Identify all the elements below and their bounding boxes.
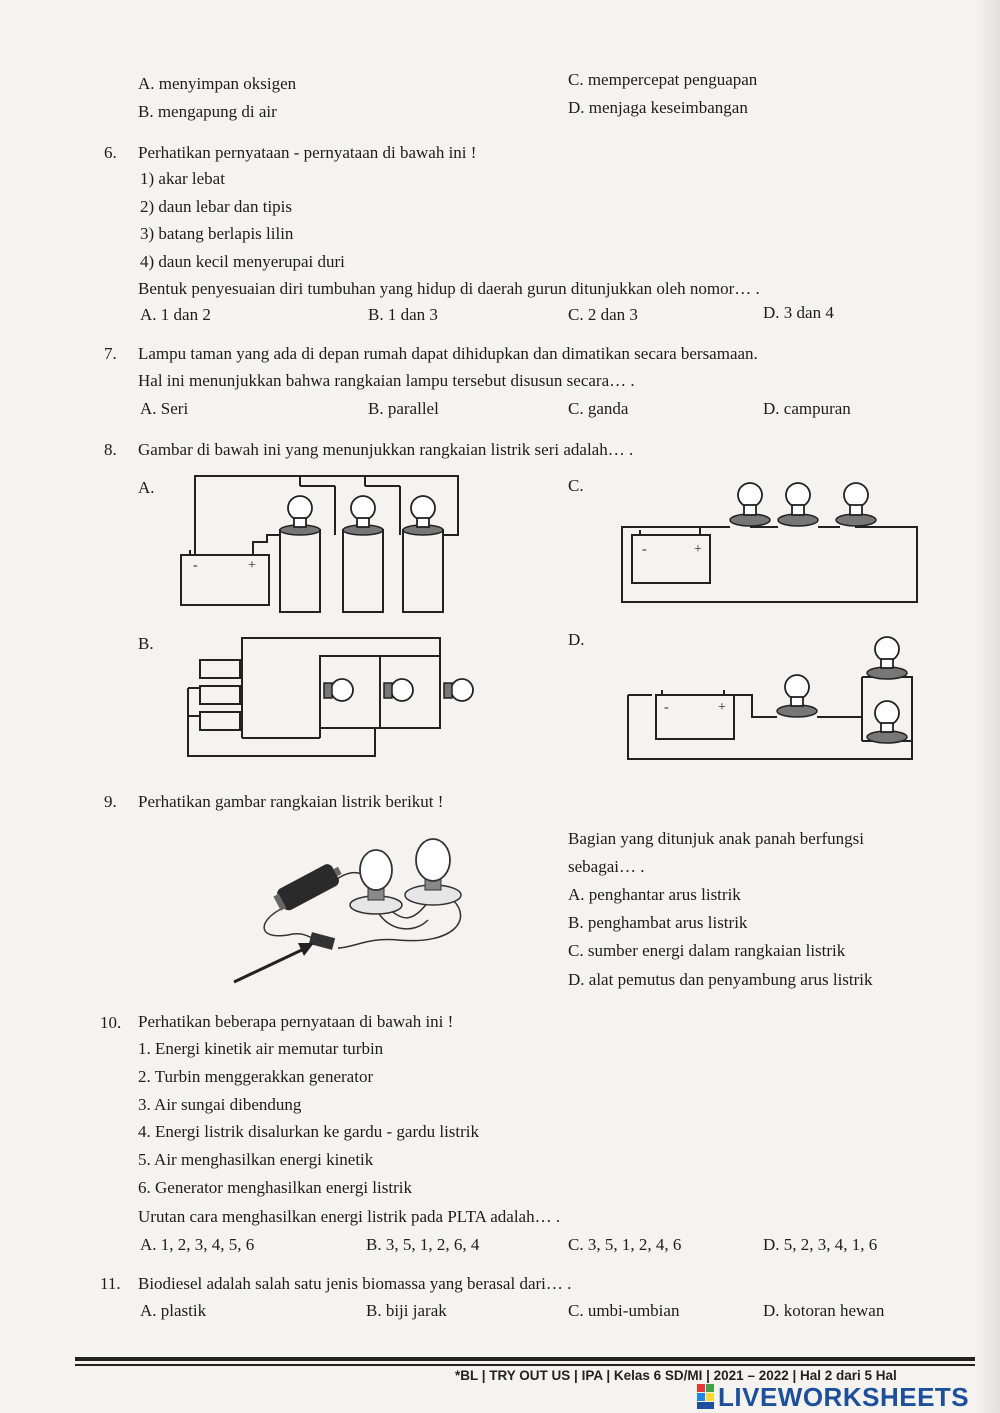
q10-option-d[interactable]: D. 5, 2, 3, 4, 1, 6: [763, 1235, 878, 1254]
footer-text: *BL | TRY OUT US | IPA | Kelas 6 SD/MI | 2021 – 2022 | Hal 2 dari 5 Hal: [455, 1368, 897, 1383]
footer-rule-thick: [75, 1357, 975, 1361]
liveworksheets-logo-icon: [697, 1384, 715, 1410]
q8-question: Gambar di bawah ini yang menunjukkan rangkaian listrik seri adalah… .: [138, 440, 634, 459]
q10-question: Perhatikan beberapa pernyataan di bawah ini !: [138, 1012, 454, 1031]
q8-label-d[interactable]: D.: [568, 630, 585, 649]
q8-number: 8.: [104, 440, 117, 459]
q10-number: 10.: [100, 1013, 122, 1032]
q6-option-d[interactable]: D. 3 dan 4: [763, 303, 834, 322]
q6-item-4: 4) daun kecil menyerupai duri: [140, 252, 345, 271]
q5-option-a: A. menyimpan oksigen: [138, 74, 297, 93]
circuit-d-minus: -: [664, 700, 669, 715]
q7-option-c[interactable]: C. ganda: [568, 399, 629, 418]
q7-option-d[interactable]: D. campuran: [763, 399, 851, 418]
q11-option-a[interactable]: A. plastik: [140, 1301, 207, 1320]
q11-option-b[interactable]: B. biji jarak: [366, 1301, 447, 1320]
q9-option-d[interactable]: D. alat pemutus dan penyambung arus listrik: [568, 970, 873, 989]
q7-line-1: Lampu taman yang ada di depan rumah dapat dihidupkan dan dimatikan secara bersamaan.: [138, 344, 758, 363]
circuit-c-diagram: [610, 475, 930, 610]
q7-option-b[interactable]: B. parallel: [368, 399, 439, 418]
q5-option-c: C. mempercepat penguapan: [568, 70, 758, 89]
q6-option-c[interactable]: C. 2 dan 3: [568, 305, 638, 324]
q6-option-b[interactable]: B. 1 dan 3: [368, 305, 438, 324]
q9-circuit-illustration: [228, 830, 478, 990]
q5-option-b: B. mengapung di air: [138, 102, 277, 121]
q10-item-2: 2. Turbin menggerakkan generator: [138, 1067, 374, 1086]
q9-question: Perhatikan gambar rangkaian listrik berikut !: [138, 792, 444, 811]
circuit-d-plus: +: [718, 700, 726, 715]
q10-option-c[interactable]: C. 3, 5, 1, 2, 4, 6: [568, 1235, 682, 1254]
q6-prompt: Bentuk penyesuaian diri tumbuhan yang hidup di daerah gurun ditunjukkan oleh nomor… .: [138, 279, 760, 298]
q9-option-b[interactable]: B. penghambat arus listrik: [568, 913, 748, 932]
circuit-a-plus: +: [248, 558, 256, 573]
q6-item-1: 1) akar lebat: [140, 169, 225, 188]
circuit-d-diagram: [622, 635, 922, 765]
circuit-b-diagram: [180, 628, 480, 763]
circuit-a-minus: -: [193, 558, 198, 573]
q10-item-5: 5. Air menghasilkan energi kinetik: [138, 1150, 374, 1169]
watermark-liveworksheets: LIVEWORKSHEETS: [718, 1382, 970, 1412]
q8-label-b[interactable]: B.: [138, 634, 154, 653]
q6-question: Perhatikan pernyataan - pernyataan di bawah ini !: [138, 143, 477, 162]
q9-number: 9.: [104, 792, 117, 811]
q6-option-a[interactable]: A. 1 dan 2: [140, 305, 211, 324]
q10-prompt: Urutan cara menghasilkan energi listrik pada PLTA adalah… .: [138, 1207, 561, 1226]
q9-prompt-line-1: Bagian yang ditunjuk anak panah berfungsi: [568, 829, 865, 848]
q9-prompt-line-2: sebagai… .: [568, 857, 645, 876]
q9-option-a[interactable]: A. penghantar arus listrik: [568, 885, 741, 904]
page-edge-shadow: [975, 0, 1000, 1413]
q6-item-3: 3) batang berlapis lilin: [140, 224, 294, 243]
q7-option-a[interactable]: A. Seri: [140, 399, 189, 418]
circuit-c-minus: -: [642, 542, 647, 557]
q11-option-c[interactable]: C. umbi-umbian: [568, 1301, 680, 1320]
circuit-a-diagram: [175, 470, 465, 615]
q7-line-2: Hal ini menunjukkan bahwa rangkaian lampu tersebut disusun secara… .: [138, 371, 635, 390]
q10-option-b[interactable]: B. 3, 5, 1, 2, 6, 4: [366, 1235, 480, 1254]
q10-item-3: 3. Air sungai dibendung: [138, 1095, 302, 1114]
q9-option-c[interactable]: C. sumber energi dalam rangkaian listrik: [568, 941, 846, 960]
q10-option-a[interactable]: A. 1, 2, 3, 4, 5, 6: [140, 1235, 255, 1254]
q10-item-4: 4. Energi listrik disalurkan ke gardu - gardu listrik: [138, 1122, 480, 1141]
q6-item-2: 2) daun lebar dan tipis: [140, 197, 293, 216]
q7-number: 7.: [104, 344, 117, 363]
q10-item-1: 1. Energi kinetik air memutar turbin: [138, 1039, 384, 1058]
q8-label-c[interactable]: C.: [568, 476, 584, 495]
q5-option-d: D. menjaga keseimbangan: [568, 98, 748, 117]
q6-number: 6.: [104, 143, 117, 162]
q11-number: 11.: [100, 1274, 121, 1293]
circuit-c-plus: +: [694, 542, 702, 557]
footer-rule-thin: [75, 1364, 975, 1366]
q10-item-6: 6. Generator menghasilkan energi listrik: [138, 1178, 412, 1197]
q11-question: Biodiesel adalah salah satu jenis biomassa yang berasal dari… .: [138, 1274, 572, 1293]
q11-option-d[interactable]: D. kotoran hewan: [763, 1301, 885, 1320]
q8-label-a[interactable]: A.: [138, 478, 155, 497]
